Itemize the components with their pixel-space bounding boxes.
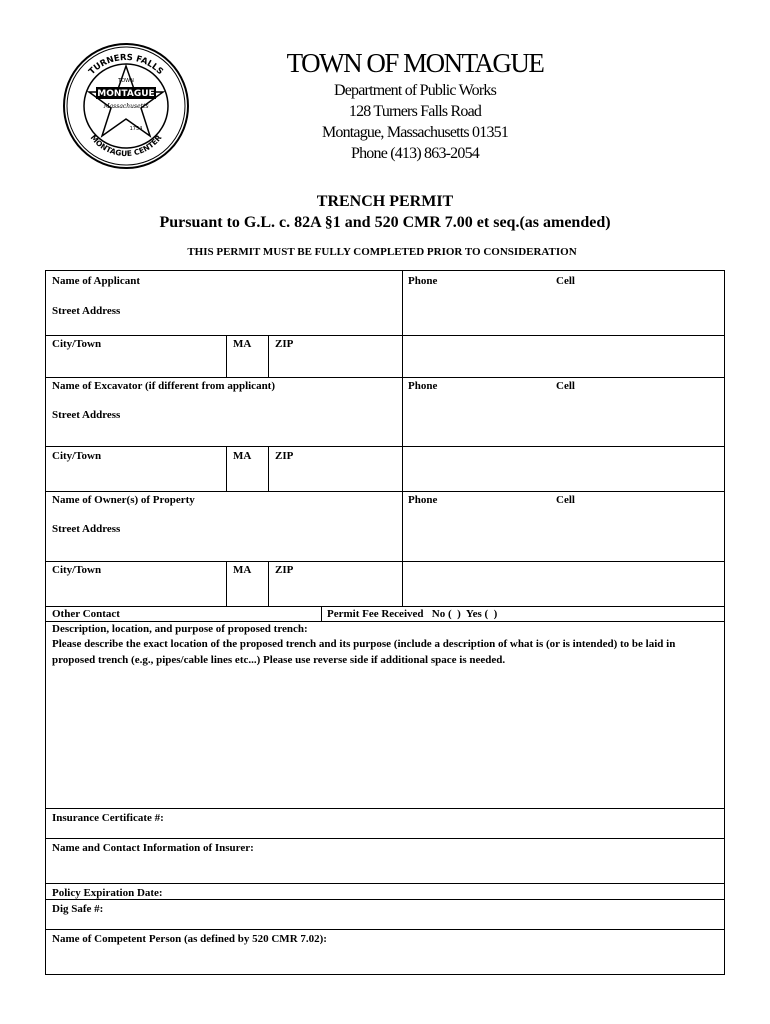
policy-expiration-field[interactable]: Policy Expiration Date: — [52, 887, 163, 899]
description-instructions[interactable]: Please describe the exact location of the proposed trench and its purpose (include a description of what is (or is intended) to be laid in proposed trench (e.g., pipes/cable lines etc...) Please use reverse side if additional space is needed. — [52, 638, 676, 666]
owner-state-label: MA — [233, 564, 252, 576]
department-city: Montague, Massachusetts 01351 — [321, 124, 509, 141]
applicant-cell-field[interactable]: Cell — [556, 275, 575, 287]
applicant-street-field[interactable]: Street Address — [52, 305, 121, 317]
owner-name-field[interactable]: Name of Owner(s) of Property — [52, 494, 195, 506]
owner-zip-field[interactable]: ZIP — [275, 564, 294, 576]
excavator-zip-field[interactable]: ZIP — [275, 450, 294, 462]
insurer-info-field[interactable]: Name and Contact Information of Insurer: — [52, 842, 254, 854]
department-phone: Phone (413) 863-2054 — [351, 145, 479, 162]
svg-text:MONTAGUE CENTER: MONTAGUE CENTER — [88, 133, 164, 159]
svg-text:TURNERS FALLS: TURNERS FALLS — [87, 52, 165, 78]
permit-subtitle: Pursuant to G.L. c. 82A §1 and 520 CMR 7.00 et seq.(as amended) — [159, 214, 611, 231]
other-contact-field[interactable]: Other Contact — [52, 608, 120, 620]
applicant-state-label: MA — [233, 338, 252, 350]
svg-text:Massachusetts: Massachusetts — [103, 103, 149, 110]
excavator-city-field[interactable]: City/Town — [52, 450, 102, 462]
permit-title: TRENCH PERMIT — [316, 193, 454, 210]
excavator-phone-field[interactable]: Phone — [408, 380, 438, 392]
owner-cell-field[interactable]: Cell — [556, 494, 575, 506]
excavator-street-field[interactable]: Street Address — [52, 409, 121, 421]
excavator-state-label: MA — [233, 450, 252, 462]
applicant-zip-field[interactable]: ZIP — [275, 338, 294, 350]
dig-safe-field[interactable]: Dig Safe #: — [52, 903, 104, 915]
owner-phone-field[interactable]: Phone — [408, 494, 438, 506]
svg-text:TOWN: TOWN — [118, 78, 134, 84]
svg-text:MONTAGUE: MONTAGUE — [97, 89, 155, 99]
department-address: 128 Turners Falls Road — [348, 103, 482, 120]
excavator-cell-field[interactable]: Cell — [556, 380, 575, 392]
competent-person-field[interactable]: Name of Competent Person (as defined by 520 CMR 7.02): — [52, 933, 327, 945]
owner-street-field[interactable]: Street Address — [52, 523, 121, 535]
description-heading: Description, location, and purpose of proposed trench: — [52, 623, 308, 635]
permit-fee-received-field[interactable]: Permit Fee Received No ( ) Yes ( ) — [327, 608, 498, 620]
excavator-name-field[interactable]: Name of Excavator (if different from applicant) — [52, 380, 276, 392]
town-seal-logo — [62, 42, 190, 170]
applicant-phone-field[interactable]: Phone — [408, 275, 438, 287]
owner-city-field[interactable]: City/Town — [52, 564, 102, 576]
department-name: Department of Public Works — [333, 82, 497, 99]
svg-text:1754: 1754 — [129, 126, 143, 132]
trench-permit-form — [45, 270, 725, 975]
applicant-name-field[interactable]: Name of Applicant — [52, 275, 140, 287]
town-name: TOWN OF MONTAGUE — [286, 48, 544, 78]
insurance-certificate-field[interactable]: Insurance Certificate #: — [52, 812, 164, 824]
applicant-city-field[interactable]: City/Town — [52, 338, 102, 350]
completion-notice: THIS PERMIT MUST BE FULLY COMPLETED PRIOR TO CONSIDERATION — [187, 246, 577, 258]
